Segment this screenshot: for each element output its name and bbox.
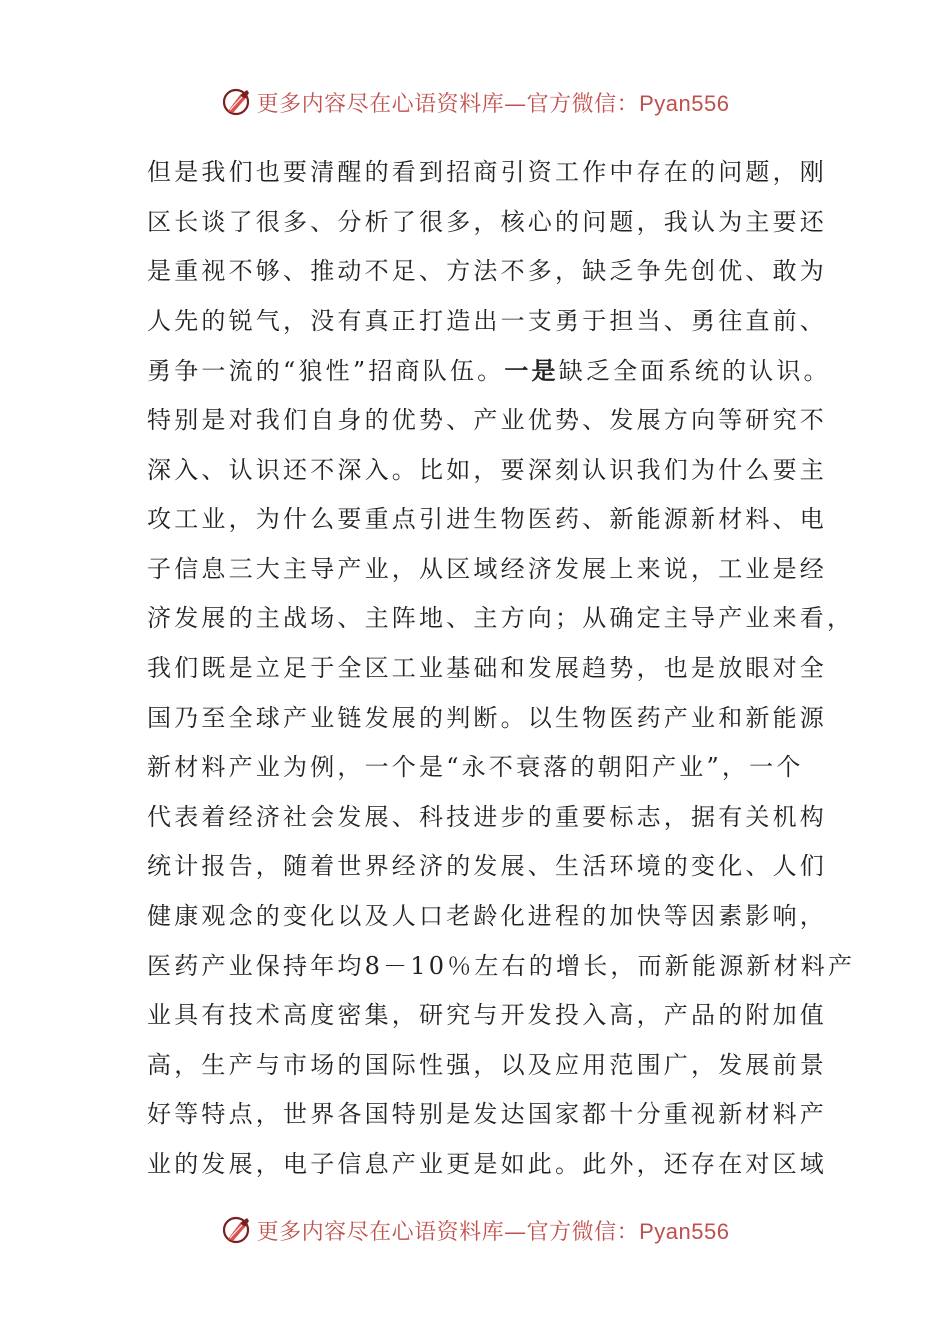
- line-suffix: 缺乏全面系统的认识。: [558, 357, 831, 386]
- text-line: 攻工业，为什么要重点引进生物医药、新能源新材料、电: [147, 505, 827, 534]
- pen-nib-logo-icon: [221, 1214, 253, 1246]
- text-line: 高，生产与市场的国际性强，以及应用范围广，发展前景: [147, 1050, 827, 1079]
- text-line: 业具有技术高度密集，研究与开发投入高，产品的附加值: [147, 1001, 827, 1030]
- text-line: 我们既是立足于全区工业基础和发展趋势，也是放眼对全: [147, 653, 827, 682]
- text-line: 健康观念的变化以及人口老龄化进程的加快等因素影响，: [147, 901, 827, 930]
- document-body: [147, 148, 856, 1189]
- footer-banner-text: [257, 1215, 730, 1246]
- text-line: 特别是对我们自身的优势、产业优势、发展方向等研究不: [147, 405, 827, 434]
- text-line: 新材料产业为例，一个是“永不衰落的朝阳产业”，一个: [147, 753, 804, 782]
- text-line: 医药产业保持年均8－10％左右的增长，而新能源新材料产: [147, 951, 856, 980]
- text-line: 人先的锐气，没有真正打造出一支勇于担当、勇往直前、: [147, 306, 827, 335]
- text-line: 济发展的主战场、主阵地、主方向；从确定主导产业来看，: [147, 604, 855, 633]
- line-prefix: 勇争一流的“狼性”招商队伍。: [147, 357, 505, 386]
- text-line: 统计报告，随着世界经济的发展、生活环境的变化、人们: [147, 852, 827, 881]
- header-banner-text: [257, 87, 730, 118]
- text-line: 是重视不够、推动不足、方法不多，缺乏争先创优、敢为: [147, 257, 827, 286]
- text-line: 业的发展，电子信息产业更是如此。此外，还存在对区域: [147, 1149, 827, 1178]
- text-line: 但是我们也要清醒的看到招商引资工作中存在的问题，刚: [147, 158, 827, 186]
- footer-site-text: 更多内容尽在心语资料库—官方微信：: [256, 1219, 640, 1245]
- text-line: 区长谈了很多、分析了很多，核心的问题，我认为主要还: [147, 207, 827, 236]
- footer-wechat-id: Pyan556: [639, 1218, 730, 1244]
- text-line: 代表着经济社会发展、科技进步的重要标志，据有关机构: [147, 802, 827, 831]
- text-line: [147, 346, 831, 396]
- header-wechat-id: Pyan556: [639, 90, 730, 116]
- text-line: 子信息三大主导产业，从区域经济发展上来说，工业是经: [147, 554, 827, 583]
- footer-banner: [0, 1210, 950, 1250]
- text-line: 国乃至全球产业链发展的判断。以生物医药产业和新能源: [147, 703, 827, 732]
- header-banner: [0, 82, 950, 122]
- text-line: 深入、认识还不深入。比如，要深刻认识我们为什么要主: [147, 455, 827, 484]
- header-site-text: 更多内容尽在心语资料库—官方微信：: [256, 91, 640, 117]
- text-line: 好等特点，世界各国特别是发达国家都十分重视新材料产: [147, 1100, 827, 1129]
- point-one-label: 一是: [504, 356, 559, 386]
- pen-nib-logo-icon: [221, 86, 253, 118]
